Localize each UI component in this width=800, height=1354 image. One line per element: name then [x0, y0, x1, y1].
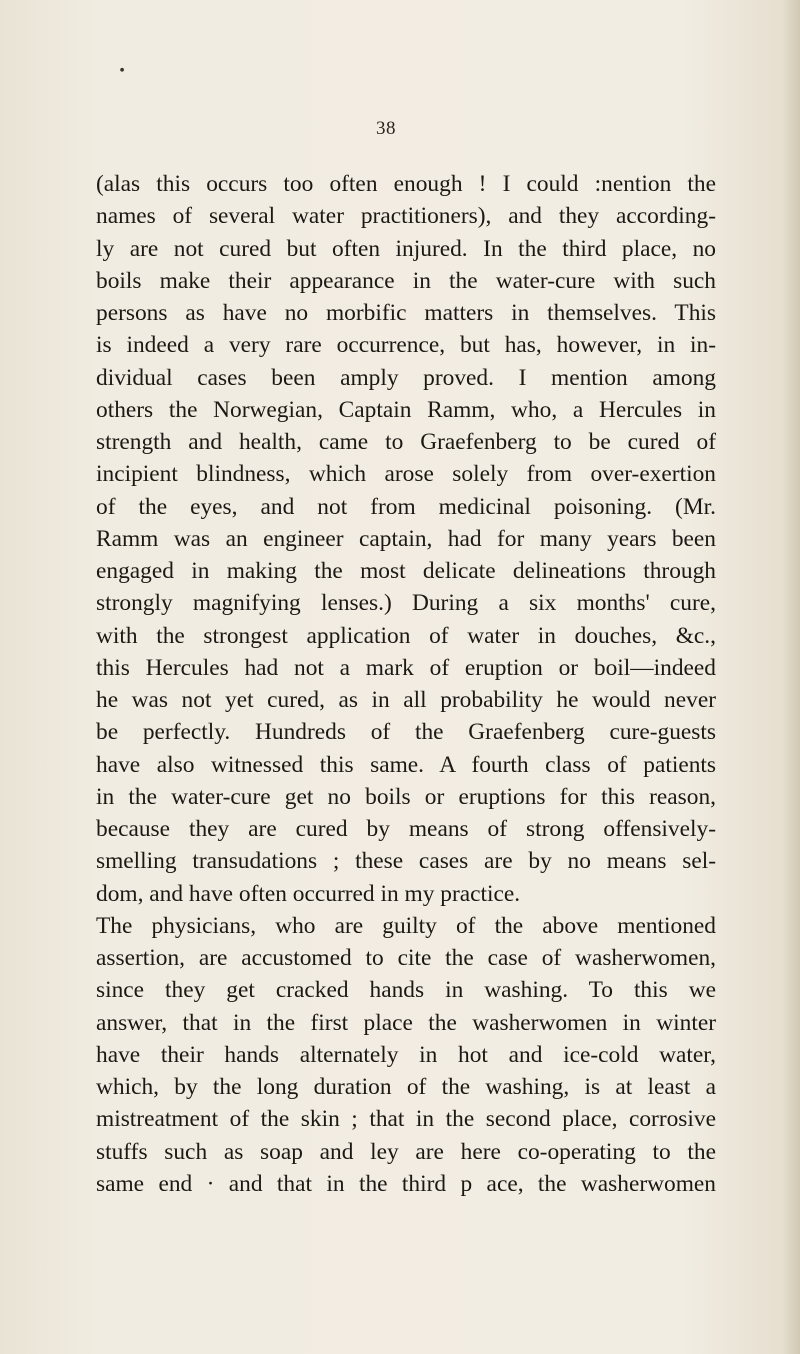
text-line: boils make their appearance in the water-cure with such: [96, 267, 716, 294]
text-line: is indeed a very rare occurrence, but has, however, in in-: [96, 332, 716, 359]
text-line: he was not yet cured, as in all probability he would never: [96, 687, 716, 713]
text-line: (alas this occurs too often enough ! I could :nention the: [96, 171, 716, 197]
text-line: assertion, are accustomed to cite the case of washerwomen,: [96, 945, 716, 971]
page-number: 38: [376, 118, 396, 139]
text-line: ly are not cured but often injured. In the third place, no: [96, 235, 716, 262]
text-line: strength and health, came to Graefenberg to be cured of: [96, 429, 716, 455]
text-line: have their hands alternately in hot and ice-cold water,: [96, 1041, 716, 1068]
text-line: be perfectly. Hundreds of the Graefenberg cure-guests: [96, 719, 716, 746]
text-line: dividual cases been amply proved. I mention among: [96, 364, 716, 391]
text-line: Ramm was an engineer captain, had for many years been: [96, 525, 716, 552]
text-line: mistreatment of the skin ; that in the second place, corrosive: [96, 1106, 716, 1133]
text-line: which, by the long duration of the washing, is at least a: [96, 1074, 716, 1100]
text-line: this Hercules had not a mark of eruption or boil—indeed: [96, 654, 716, 681]
text-line: strongly magnifying lenses.) During a six months' cure,: [96, 590, 716, 617]
text-line: persons as have no morbific matters in themselves. This: [96, 300, 716, 326]
text-line: names of several water practitioners), and they according-: [96, 203, 716, 230]
text-line: smelling transudations ; these cases are by no means sel-: [96, 848, 716, 875]
text-line: with the strongest application of water in douches, &c.,: [96, 622, 716, 649]
text-line: The physicians, who are guilty of the above mentioned: [96, 912, 716, 939]
text-line: since they get cracked hands in washing. To this we: [96, 977, 716, 1004]
text-line: engaged in making the most delicate delineations through: [96, 558, 716, 584]
text-line: have also witnessed this same. A fourth class of patients: [96, 751, 716, 778]
text-line: same end · and that in the third p ace, the washerwomen: [96, 1170, 716, 1197]
text-line: stuffs such as soap and ley are here co-operating to the: [96, 1138, 716, 1165]
text-line: others the Norwegian, Captain Ramm, who, a Hercules in: [96, 396, 716, 423]
text-line: answer, that in the first place the washerwomen in winter: [96, 1009, 716, 1036]
stray-mark: •: [117, 61, 127, 80]
text-line: in the water-cure get no boils or eruptions for this reason,: [96, 783, 716, 810]
body-text: [96, 168, 716, 1200]
text-line: because they are cured by means of strong offensively-: [96, 816, 716, 842]
text-line: of the eyes, and not from medicinal poisoning. (Mr.: [96, 493, 716, 520]
page-edge-shadow: [782, 0, 800, 1354]
text-line: incipient blindness, which arose solely from over-exertion: [96, 461, 716, 488]
text-line: dom, and have often occurred in my practice.: [96, 880, 521, 907]
